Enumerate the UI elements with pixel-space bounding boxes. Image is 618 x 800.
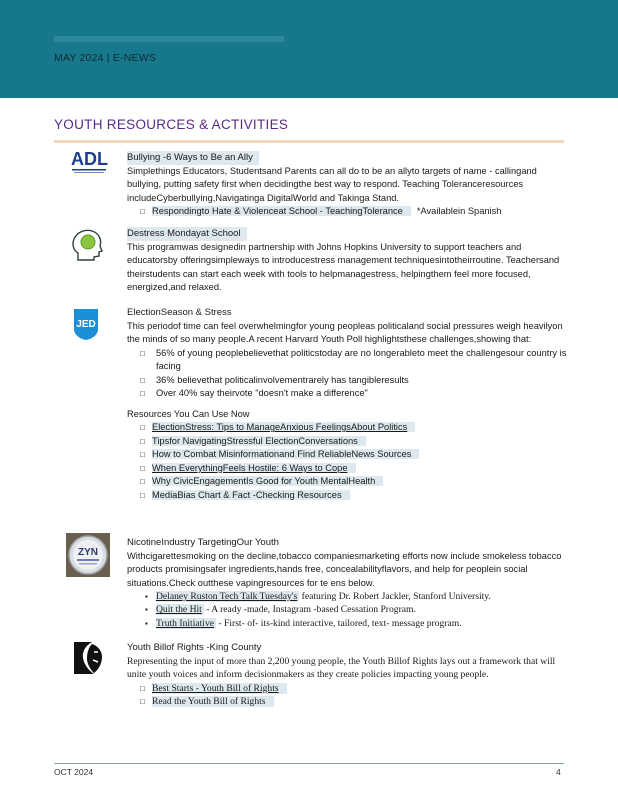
section-title: YOUTH RESOURCES & ACTIVITIES <box>54 117 289 132</box>
list-item <box>145 603 567 616</box>
rights-links <box>140 682 567 709</box>
entry-rights-text: Representing the input of more than 2,200 young people, the Youth Billof Rights lays out a framework that will unite youth voices and inform decisionmakers as they create policies impacting young people. <box>127 655 556 680</box>
link-responding-to-hate[interactable]: Respondingto Hate & Violenceat School - TeachingTolerance <box>152 206 411 216</box>
entry-jed-text: This periodof time can feel overwhelmingfor young peopleas politicaland social pressures weigh heavilyon the minds of so many people.A recent Harvard Youth Poll highlightsthese challenges,showing that: <box>127 320 563 344</box>
entry-jed-body <box>127 306 567 503</box>
entry-rights-title: Youth Billof Rights -King County <box>127 642 262 653</box>
entry-destress-text: This programwas designedin partnership with Johns Hopkins University to support teachers and educatorsby offeringsimpleways to introducestress management techniquesintotheirroutine. Teachersand theirstudents can start each week with tools to helpmanagestress, helpingthem feel more focused, energized,and relaxed. <box>127 241 560 292</box>
svg-text:ZYN: ZYN <box>78 547 98 558</box>
page-number: 4 <box>556 767 561 777</box>
list-item <box>145 617 567 630</box>
jed-logo <box>72 307 100 341</box>
zyn-can-image <box>66 533 110 577</box>
link-stressful-conversations[interactable]: Tipsfor NavigatingStressful ElectionConversations <box>152 436 366 446</box>
footer-date: OCT 2024 <box>54 767 94 777</box>
entry-rights-body <box>127 641 567 709</box>
list-item <box>140 489 567 503</box>
entry-nicotine-body <box>127 536 567 630</box>
link-election-stress[interactable]: ElectionStress: Tips to ManageAnxious FeelingsAbout Politics <box>152 422 415 432</box>
link-quit-the-hit[interactable]: Quit the Hit <box>156 604 202 616</box>
entry-nicotine-text: Withcigarettesmoking on the decline,tobacco companiesmarketing efforts now include smokeless tobacco products promisingsafer ingredients,hands free, concealabilityflavors, and help for peoplein social situations.Check outthese vapingresources for te ens below. <box>127 550 562 588</box>
header-banner <box>0 0 618 98</box>
item-description: - A ready -made, Instagram -based Cessation Program. <box>203 604 416 616</box>
list-item: □ Over 40% say theirvote "doesn't make a difference" <box>140 387 567 401</box>
link-best-starts[interactable]: Best Starts - Youth Bill of Rights <box>152 683 287 694</box>
entry-jed-title: ElectionSeason & Stress <box>127 307 232 318</box>
issue-date: MAY 2024 | E-NEWS <box>54 52 157 64</box>
entry-nicotine-title: NicotineIndustry TargetingOur Youth <box>127 537 279 548</box>
svg-text:ADL: ADL <box>71 149 108 169</box>
list-item <box>140 205 567 219</box>
adl-logo <box>70 148 110 178</box>
list-item <box>140 435 567 449</box>
item-description: featuring Dr. Robert Jackler, Stanford University. <box>299 591 491 602</box>
link-tech-talk-tuesday[interactable]: Delaney Ruston Tech Talk Tuesday's <box>156 591 298 602</box>
resource-links <box>140 421 567 503</box>
entry-adl-title: Bullying -6 Ways to Be an Ally <box>127 151 259 165</box>
entry-adl-body <box>127 151 567 219</box>
list-item <box>140 448 567 462</box>
list-item <box>145 590 567 603</box>
list-item <box>140 462 567 476</box>
spanish-note: *Availablein Spanish <box>416 206 502 216</box>
link-truth-initiative[interactable]: Truth Initiative <box>156 617 215 629</box>
link-media-bias-chart[interactable]: MediaBias Chart & Fact -Checking Resources <box>152 490 350 500</box>
list-item <box>140 682 567 696</box>
list-item <box>140 421 567 435</box>
list-item <box>140 695 567 709</box>
entry-adl-text: Simplethings Educators, Studentsand Parents can all do to be an allyto targets of name - callingand bullying, putting safety first when decidingthe best way to respond. Teaching Toleranceresources includeCyberbullying,Navigatinga DigitalWorld and Takinga Stand. <box>127 165 537 203</box>
list-item: □ 36% believethat politicalinvolvementrarely has tangibleresults <box>140 374 567 388</box>
link-civic-engagement[interactable]: Why CivicEngagementIs Good for Youth MentalHealth <box>152 476 383 486</box>
footer-divider <box>54 763 564 764</box>
list-item: □ 56% of young peoplebelievethat politicstoday are no longerableto meet the challengesour country is facing <box>140 347 567 374</box>
section-divider <box>54 140 564 143</box>
svg-text:JED: JED <box>76 319 96 330</box>
entry-destress-body <box>127 227 567 295</box>
poll-findings <box>140 347 567 401</box>
entry-destress-title: Destress Mondayat School <box>127 227 247 241</box>
list-item <box>140 475 567 489</box>
head-icon <box>68 226 106 264</box>
link-combat-misinformation[interactable]: How to Combat Misinformationand Find ReliableNews Sources <box>152 449 419 459</box>
link-read-bill-of-rights[interactable]: Read the Youth Bill of Rights <box>152 696 274 707</box>
resources-heading: Resources You Can Use Now <box>127 408 250 419</box>
face-silhouette-icon <box>70 640 106 676</box>
link-ways-to-cope[interactable]: When EverythingFeels Hostile: 6 Ways to Cope <box>152 463 356 473</box>
item-description: - First- of- its-kind interactive, tailored, text- message program. <box>216 617 462 629</box>
vaping-resources <box>145 590 567 630</box>
banner-faint-text <box>54 36 284 42</box>
